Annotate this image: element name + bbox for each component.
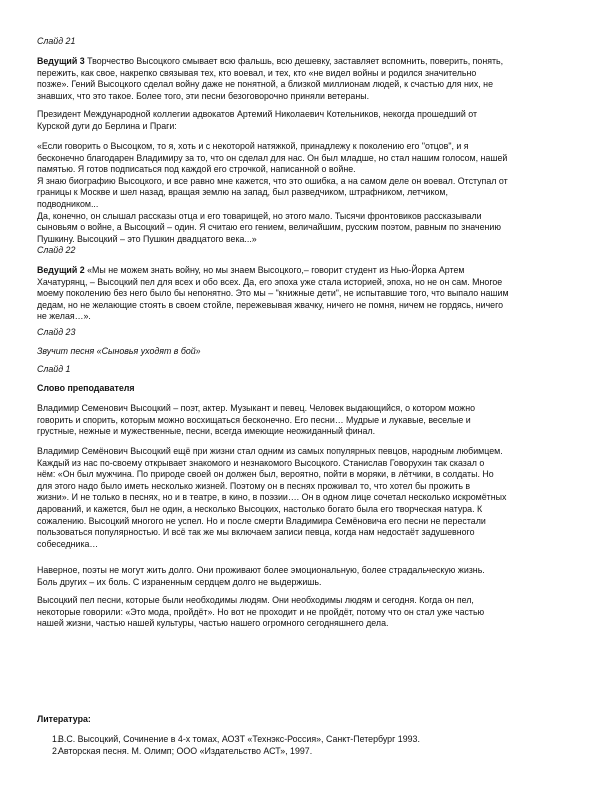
literature-list (37, 734, 577, 757)
text-line: Боль других – их боль. С израненным сердцем долго не выдержишь. (37, 576, 322, 587)
text-line: пережить, как свое, накрепко связывая тех, кто воевал, и тех, кто «не видел войны и родился значительно (37, 67, 477, 78)
text-line: Я знаю биографию Высоцкого, и все равно мне кажется, что это ошибка, а на самом деле он воевал. Отступал от (37, 175, 508, 186)
text-line: Курской дуги до Берлина и Праги: (37, 120, 177, 131)
text-line: пользоваться популярностью. И всё так же мы включаем записи певца, когда нам недостаёт задушевного (37, 527, 475, 538)
kotelnikov-intro (37, 109, 577, 132)
text-line: моему поколению без него было бы непонятно. Это мы – "книжные дети", не испытавшие того, что выпало нашим (37, 288, 509, 299)
text-line: не желая…». (37, 311, 91, 322)
kotelnikov-quote (37, 141, 577, 245)
text-line: Каждый из нас по-своему открывает знакомого и незнакомого Высоцкого. Станислав Говорухин так сказал о (37, 457, 485, 468)
teacher-paragraph-2 (37, 446, 577, 550)
reference-text: В.С. Высоцкий, Сочинение в 4-х томах, АОЗТ «Технэкс-Россия», Санкт-Петербург 1993. (58, 734, 420, 744)
text-line: границы к Москве и шел назад, вращая землю на запад, был разведчиком, штрафником, летчиком, (37, 187, 448, 198)
text-line: дедам, но не желающие стоять в своем стойле, пережевывая жвачку, ничего не помня, ничем не гордясь, ничего (37, 299, 504, 310)
text-line: Владимир Семёнович Высоцкий ещё при жизни стал одним из самых популярных певцов, народным любимцем. (37, 446, 503, 456)
text-line: для этого надо было иметь несколько жизней. Поэтому он в песнях проживал то, что хотел бы прожить в (37, 480, 471, 491)
text-line: говорить и спорить, которым можно восхищаться бесконечно. Его песни… Мудрые и лукавые, веселые и (37, 414, 471, 425)
text-line: подводником... (37, 198, 99, 209)
host-3-label: Ведущий 3 (37, 56, 85, 66)
text-line: Владимир Семенович Высоцкий – поэт, актер. Музыкант и певец. Человек выдающийся, о котором можно (37, 403, 476, 413)
text-line: Да, конечно, он слышал рассказы отца и его товарищей, но этого мало. Тысячи фронтовиков рассказывали (37, 210, 482, 221)
slide-23-label: Слайд 23 (37, 327, 76, 337)
text-line: дарований, и кажется, был не один, а несколько Высоцких, настолько богато была его творческая натура. К (37, 503, 483, 514)
song-note: Звучит песня «Сыновья уходят в бой» (37, 346, 201, 356)
text-line: собеседника… (37, 538, 99, 549)
text-line: нашей жизни, частью нашей культуры, частью нашего огромного сегодняшнего дела. (37, 618, 389, 629)
text-line: Президент Международной коллегии адвокатов Артемий Николаевич Котельников, некогда прошедший от (37, 109, 477, 119)
text-line: памятью. Я готов подписаться под каждой его строчкой, написанной о войне. (37, 164, 356, 175)
text-line: жизни». И не только в песнях, но и в театре, в кино, в поэзии…. Он в одном лице сочетал несколько искромётных (37, 492, 507, 503)
list-number: 2. (52, 745, 60, 756)
list-number: 1. (52, 734, 60, 744)
list-item (37, 746, 577, 758)
list-item (37, 734, 577, 746)
host-2-label: Ведущий 2 (37, 265, 85, 275)
slide-22-label: Слайд 22 (37, 245, 76, 255)
text-line: некоторые говорили: «Это мода, пройдёт». Но вот не проходит и не пройдёт, потому что он стал уже частью (37, 606, 485, 617)
text-line: позже». Гений Высоцкого сделал войну даже не понятной, а близкой миллионам людей, к счастью для них, не (37, 79, 493, 90)
teacher-paragraph-1 (37, 403, 577, 438)
reference-text: Авторская песня. М. Олимп; ООО «Издательство АСТ», 1997. (58, 745, 313, 756)
host-3-paragraph (37, 56, 577, 102)
text-line: Хачатурянц, – Высоцкий пел для всех и обо всех. Да, его эпоха уже стала историей, эпоха, но не он сам. Многое (37, 276, 503, 287)
text-line: «Мы не можем знать войну, но мы знаем Высоцкого,– говорит студент из Нью-Йорка Артем (84, 265, 465, 275)
text-line: грустные, нежные и мужественные, песни, всегда имеющие неожиданный финал. (37, 426, 376, 437)
text-line: Высоцкий пел песни, которые были необходимы людям. Они необходимы людям и сегодня. Когда он пел, (37, 595, 474, 605)
text-line: «Если говорить о Высоцком, то я, хоть и с некоторой натяжкой, принадлежу к поколению его "отцов", и я (37, 141, 469, 151)
text-line: нём: «Он был мужчина. По природе своей он должен был, вероятно, пойти в моряки, в лётчики, в солдаты. Но (37, 469, 494, 480)
text-line: Творчество Высоцкого смывает всю фальшь, всю дешевку, заставляет вспомнить, поверить, понять, (84, 56, 504, 66)
text-line: Пушкину. Высоцкий – это Пушкин двадцатого века...» (37, 233, 257, 244)
host-2-paragraph (37, 265, 577, 323)
slide-21-label: Слайд 21 (37, 36, 76, 46)
text-line: бесконечно благодарен Владимиру за то, что он сделал для нас. Он был младше, но стал нашим голосом, нашей (37, 152, 508, 163)
teacher-paragraph-4 (37, 595, 577, 630)
teacher-heading: Слово преподавателя (37, 383, 135, 393)
text-line: знавших, что это такое. Более того, эти песни безоговорочно приняли ветераны. (37, 90, 370, 101)
slide-1-label: Слайд 1 (37, 364, 71, 374)
literature-heading: Литература: (37, 714, 91, 724)
text-line: сожалению. Высоцкий многого не успел. Но и после смерти Владимира Семёновича его песни не перестали (37, 515, 486, 526)
text-line: Наверное, поэты не могут жить долго. Они проживают более эмоциональную, более страдальческую жизнь. (37, 565, 485, 575)
text-line: сыновьям о войне, а Высоцкий – один. Я считаю его гением, величайшим, русским поэтом, равным по значению (37, 222, 501, 233)
teacher-paragraph-3 (37, 565, 577, 588)
